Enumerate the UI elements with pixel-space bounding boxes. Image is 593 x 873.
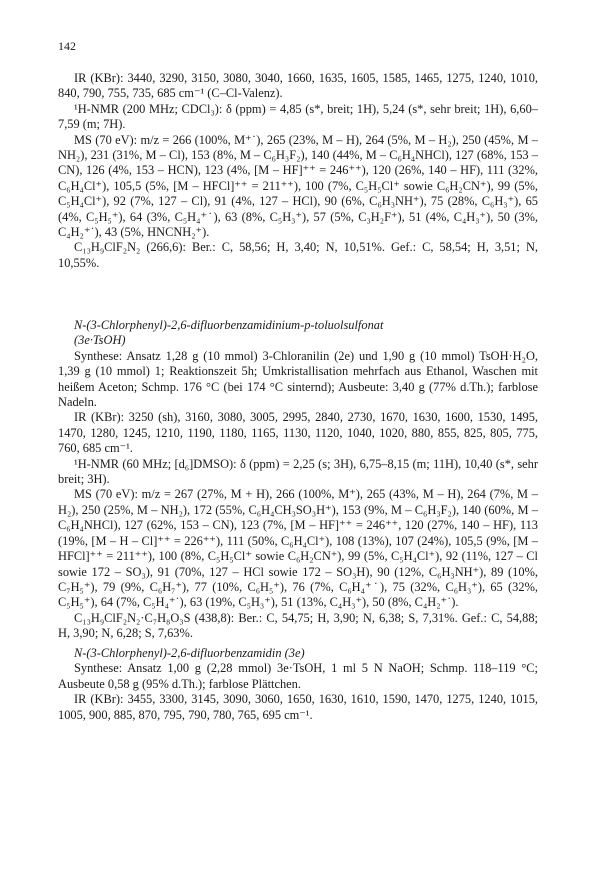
synthese-paragraph: Synthese: Ansatz 1,00 g (2,28 mmol) 3e·TsOH, 1 ml 5 N NaOH; Schmp. 118–119 °C; Ausbeute 0,58 g (95% d.Th.); farblose Plättchen.	[58, 661, 538, 691]
ms-paragraph: MS (70 eV): m/z = 266 (100%, M⁺˙), 265 (23%, M – H), 264 (5%, M – H₂), 250 (45%, M – NH₂), 231 (31%, M – Cl), 153 (8%, M – C₆H₃F₂), 140 (44%, M – C₆H₄NHCl), 127 (68%, 153 – CN), 126 (4%, 153 – HCN), 123 (4%, [M – HF]⁺⁺ = 246⁺⁺), 120 (26%, 140 – HF), 111 (32%, C₆H₄Cl⁺), 105,5 (5%, [M – HFCl]⁺⁺ = 211⁺⁺), 100 (7%, C₅H₅Cl⁺ sowie C₆H₂CN⁺), 99 (5%, C₅H₄Cl⁺), 92 (7%, 127 – Cl), 91 (4%, 127 – HCl), 90 (6%, C₆H₃NH⁺), 75 (28%, C₆H₃⁺), 65 (4%, C₅H₅⁺), 64 (3%, C₅H₄⁺˙), 63 (8%, C₅H₃⁺), 57 (5%, C₃H₂F⁺), 51 (4%, C₄H₃⁺), 50 (3%, C₄H₂⁺˙), 43 (5%, HNCNH₂⁺).	[58, 132, 538, 240]
section-3e	[58, 646, 538, 723]
page-number: 142	[58, 39, 76, 53]
elemental-analysis: C₁₃H₉ClF₂N₂ (266,6): Ber.: C, 58,56; H, 3,40; N, 10,51%. Gef.: C, 58,54; H, 3,51; N, 10,55%.	[58, 240, 538, 270]
ir-paragraph: IR (KBr): 3455, 3300, 3145, 3090, 3060, 1650, 1630, 1610, 1590, 1470, 1275, 1240, 1015, 1005, 900, 885, 870, 795, 790, 780, 765, 695 cm⁻¹.	[58, 692, 538, 722]
section-3d-data	[58, 71, 538, 271]
compound-label: (3e·TsOH)	[74, 333, 126, 348]
nmr-paragraph: ¹H-NMR (60 MHz; [d₆]DMSO): δ (ppm) = 2,25 (s; 3H), 6,75–8,15 (m; 11H), 10,40 (s*, sehr breit; 3H).	[58, 456, 538, 487]
elemental-analysis: C₁₃H₉ClF₂N₂·C₇H₈O₃S (438,8): Ber.: C, 54,75; H, 3,90; N, 6,38; S, 7,31%. Gef.: C, 54,88; H, 3,90; N, 6,28; S, 7,63%.	[58, 610, 538, 641]
synthese-paragraph: Synthese: Ansatz 1,28 g (10 mmol) 3-Chloranilin (2e) und 1,90 g (10 mmol) TsOH·H₂O, 1,39 g (10 mmol) 1; Reaktionszeit 5h; Umkristallisation mehrfach aus Ethanol, Waschen mit heißem Aceton; Schmp. 176 °C (bei 174 °C sinternd); Ausbeute: 3,40 g (77% d.Th.); farblose Nadeln.	[58, 348, 538, 410]
nmr-paragraph: ¹H-NMR (200 MHz; CDCl₃): δ (ppm) = 4,85 (s*, breit; 1H), 5,24 (s*, sehr breit; 1H), 6,60–7,59 (m; 7H).	[58, 101, 538, 132]
ir-paragraph: IR (KBr): 3440, 3290, 3150, 3080, 3040, 1660, 1635, 1605, 1585, 1465, 1275, 1240, 1010, 840, 790, 755, 735, 685 cm⁻¹ (C–Cl-Valenz).	[58, 71, 538, 101]
section-3e-tsoh	[58, 318, 538, 642]
ms-paragraph: MS (70 eV): m/z = 267 (27%, M + H), 266 (100%, M⁺), 265 (43%, M – H), 264 (7%, M – H₂), 250 (25%, M – NH₂), 172 (55%, C₆H₄CH₃SO₃H⁺), 153 (9%, M – C₆H₃F₂), 140 (60%, M – C₆H₄NHCl), 127 (62%, 153 – CN), 123 (7%, [M – HF]⁺⁺ = 246⁺⁺, 120 (27%, 140 – HF), 113 (19%, [M – H – Cl]⁺⁺ = 226⁺⁺), 111 (50%, C₆H₄Cl⁺), 108 (13%), 107 (24%), 105,5 (9%, [M – HFCl]⁺⁺ = 211⁺⁺), 100 (8%, C₅H₅Cl⁺ sowie C₆H₂CN⁺), 99 (5%, C₅H₄Cl⁺), 92 (11%, 127 – Cl sowie 172 – SO₃), 91 (70%, 127 – HCl sowie 172 – SO₃H), 90 (12%, C₆H₃NH⁺), 89 (10%, C₇H₅⁺), 79 (9%, C₆H₇⁺), 77 (10%, C₆H₅⁺), 76 (7%, C₆H₄⁺˙), 75 (32%, C₆H₃⁺), 65 (32%, C₅H₅⁺), 64 (7%, C₅H₄⁺˙), 63 (19%, C₅H₃⁺), 51 (13%, C₄H₃⁺), 50 (8%, C₄H₂⁺˙).	[58, 487, 538, 610]
compound-title: N-(3-Chlorphenyl)-2,6-difluorbenzamidinium-p-toluolsulfonat	[74, 318, 384, 332]
ir-paragraph: IR (KBr): 3250 (sh), 3160, 3080, 3005, 2995, 2840, 2730, 1670, 1630, 1600, 1530, 1495, 1470, 1280, 1245, 1210, 1190, 1180, 1165, 1130, 1120, 1040, 1020, 880, 855, 825, 805, 775, 760, 685 cm⁻¹.	[58, 410, 538, 456]
compound-title: N-(3-Chlorphenyl)-2,6-difluorbenzamidin (3e)	[74, 646, 305, 660]
